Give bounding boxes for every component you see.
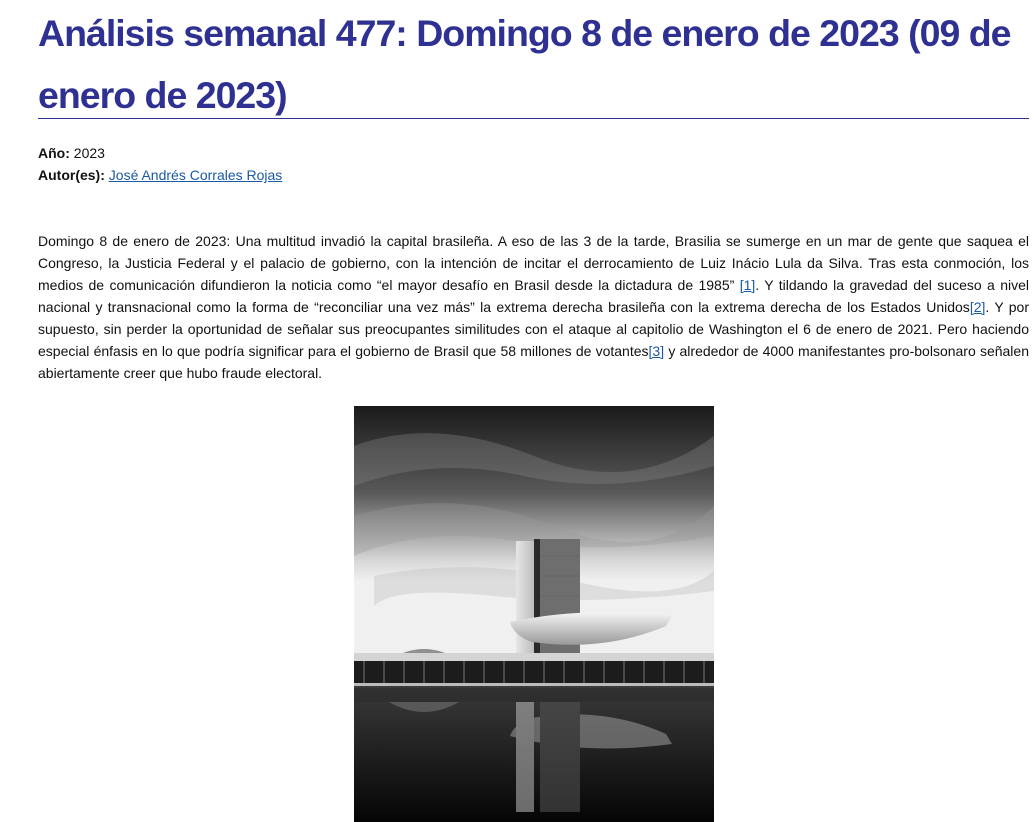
year-value: 2023 bbox=[73, 145, 105, 161]
author-link[interactable]: José Andrés Corrales Rojas bbox=[108, 167, 283, 183]
congress-illustration bbox=[354, 406, 714, 822]
author-row bbox=[38, 164, 282, 186]
footnote-link-3[interactable]: [3] bbox=[648, 343, 665, 359]
footnote-link-1[interactable]: [1] bbox=[739, 277, 756, 293]
author-label: Autor(es): bbox=[38, 167, 105, 183]
article-meta bbox=[38, 142, 282, 186]
paragraph-text-1: Domingo 8 de enero de 2023: Una multitud invadió la capital brasileña. A eso de las 3 de la tarde, Brasilia se sumerge en un mar de gente que saquea el Congreso, la Justicia Federal y el palacio de gobierno, con la intención de incitar el derrocamiento de Luiz Inácio Lula da Silva. Tras esta conmoción, los medios de comunicación difundieron la noticia como “el mayor desafío en Brasil desde la dictadura de 1985” bbox=[38, 233, 1029, 293]
title-divider bbox=[38, 118, 1029, 119]
footnote-link-2[interactable]: [2] bbox=[969, 299, 986, 315]
page-title: Análisis semanal 477: Domingo 8 de enero de 2023 (09 de enero de 2023) bbox=[38, 12, 1011, 116]
year-label: Año: bbox=[38, 145, 70, 161]
platform-roof bbox=[354, 653, 714, 661]
tower-left bbox=[516, 541, 534, 663]
paragraph-text-4: y alrededor de 4000 manifestantes pro-bolsonaro señalen abiertamente creer que hubo fraude electoral. bbox=[38, 343, 1029, 381]
year-row bbox=[38, 142, 282, 164]
congress-photo bbox=[354, 406, 714, 822]
paragraph-text-3: . Y por supuesto, sin perder la oportunidad de señalar sus preocupantes similitudes con el ataque al capitolio de Washington el 6 de enero de 2021. Pero haciendo especial énfasis en lo que podría significar para el gobierno de Brasil que 58 millones de votantes bbox=[38, 299, 1029, 359]
article-paragraph bbox=[38, 230, 1029, 384]
paragraph-text-2: . Y tildando la gravedad del suceso a nivel nacional y transnacional como la forma de “reconciliar una vez más” la extrema derecha brasileña con la extrema derecha de los Estados Unidos bbox=[38, 277, 1029, 315]
